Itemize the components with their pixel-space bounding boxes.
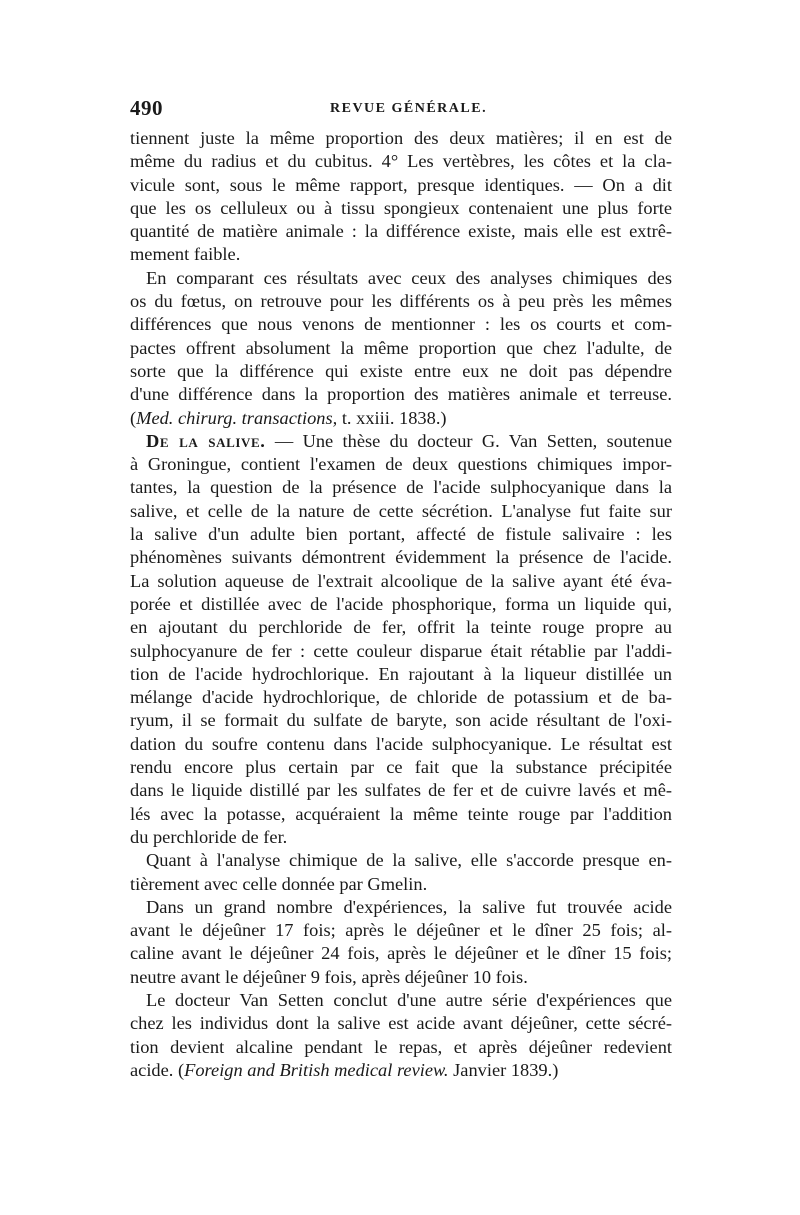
citation-journal: Med. chirurg. transactions, <box>136 407 338 428</box>
text-line: phénomènes suivants démontrent évidemment la présence de l'acide. <box>130 547 672 568</box>
text-line: caline avant le déjeûner 24 fois, après le déjeûner et le dîner 15 fois; <box>130 943 672 964</box>
text-line: pactes offrent absolument la même proportion que chez l'adulte, de <box>130 337 672 358</box>
text-line: sorte que la différence qui existe entre eux ne doit pas dépendre <box>130 360 672 381</box>
running-title: REVUE GÉNÉRALE. <box>330 101 488 116</box>
page-number: 490 <box>130 96 163 120</box>
text-line: vicule sont, sous le même rapport, presque identiques. — On a dit <box>130 174 672 195</box>
citation-line <box>130 407 672 430</box>
section-heading-line <box>130 430 672 453</box>
text-line: avant le déjeûner 17 fois; après le déjeûner et le dîner 25 fois; al- <box>130 920 672 941</box>
text-line: salive, et celle de la nature de cette sécrétion. L'analyse fut faite sur <box>130 500 672 521</box>
text-line: ryum, il se formait du sulfate de baryte, son acide résultant de l'oxi- <box>130 710 672 731</box>
text-line: du perchloride de fer. <box>130 826 288 847</box>
text-line: tion devient alcaline pendant le repas, et après déjeûner redevient <box>130 1036 672 1057</box>
text-line: rendu encore plus certain par ce fait que la substance précipitée <box>130 757 672 778</box>
citation-journal: Foreign and British medical review. <box>184 1059 449 1080</box>
text-line: porée et distillée avec de l'acide phosphorique, forma un liquide qui, <box>130 593 672 614</box>
body-text <box>130 127 672 1082</box>
section-heading-rest: — Une thèse du docteur G. Van Setten, soutenue <box>265 430 672 451</box>
paragraph-start-line: Le docteur Van Setten conclut d'une autre série d'expériences que <box>146 989 672 1010</box>
text-line: mement faible. <box>130 244 241 265</box>
text-line: en ajoutant du perchloride de fer, offrit la teinte rouge propre au <box>130 617 672 638</box>
text-line: dans le liquide distillé par les sulfates de fer et de cuivre lavés et mê- <box>130 780 672 801</box>
text-line: La solution aqueuse de l'extrait alcoolique de la salive ayant été éva- <box>130 570 672 591</box>
text-line: quantité de matière animale : la différence existe, mais elle est extrê- <box>130 221 672 242</box>
text-line: tantes, la question de la présence de l'acide sulphocyanique dans la <box>130 477 672 498</box>
text-line: différences que nous venons de mentionner : les os courts et com- <box>130 314 672 335</box>
citation-line <box>130 1059 672 1082</box>
text-line: mélange d'acide hydrochlorique, de chloride de potassium et de ba- <box>130 687 672 708</box>
paragraph-start-line: En comparant ces résultats avec ceux des analyses chimiques des <box>146 267 672 288</box>
text-line: que les os celluleux ou à tissu spongieux contenaient une plus forte <box>130 197 672 218</box>
paragraph-start-line: Dans un grand nombre d'expériences, la salive fut trouvée acide <box>146 896 672 917</box>
text-line: neutre avant le déjeûner 9 fois, après déjeûner 10 fois. <box>130 966 528 987</box>
text-line: tièrement avec celle donnée par Gmelin. <box>130 873 428 894</box>
text-line: tion de l'acide hydrochlorique. En rajoutant à la liqueur distillée un <box>130 663 672 684</box>
paragraph-start-line: Quant à l'analyse chimique de la salive, elle s'accorde presque en- <box>146 850 672 871</box>
text-line: chez les individus dont la salive est acide avant déjeûner, cette sécré- <box>130 1013 672 1034</box>
text-line: dation du soufre contenu dans l'acide sulphocyanique. Le résultat est <box>130 733 672 754</box>
text-line: lés avec la potasse, acquéraient la même teinte rouge par l'addition <box>130 803 672 824</box>
text-line: tiennent juste la même proportion des deux matières; il en est de <box>130 128 672 148</box>
text-line: d'une différence dans la proportion des matières animale et terreuse. <box>130 384 672 405</box>
text-line: même du radius et du cubitus. 4° Les vertèbres, les côtes et la cla- <box>130 151 672 172</box>
section-heading: De la salive. <box>146 430 266 451</box>
citation-rest: Janvier 1839.) <box>448 1059 559 1080</box>
citation-open: acide. ( <box>130 1059 185 1080</box>
text-line: sulphocyanure de fer : cette couleur disparue était rétablie par l'addi- <box>130 640 672 661</box>
text-line: os du fœtus, on retrouve pour les différents os à peu près les mêmes <box>130 291 672 312</box>
text-line: à Groningue, contient l'examen de deux questions chimiques impor- <box>130 454 672 475</box>
citation-open: ( <box>130 407 137 428</box>
citation-rest: t. xxiii. 1838.) <box>337 407 447 428</box>
text-line: la salive d'un adulte bien portant, affecté de fistule salivaire : les <box>130 524 672 545</box>
running-head <box>130 96 670 122</box>
